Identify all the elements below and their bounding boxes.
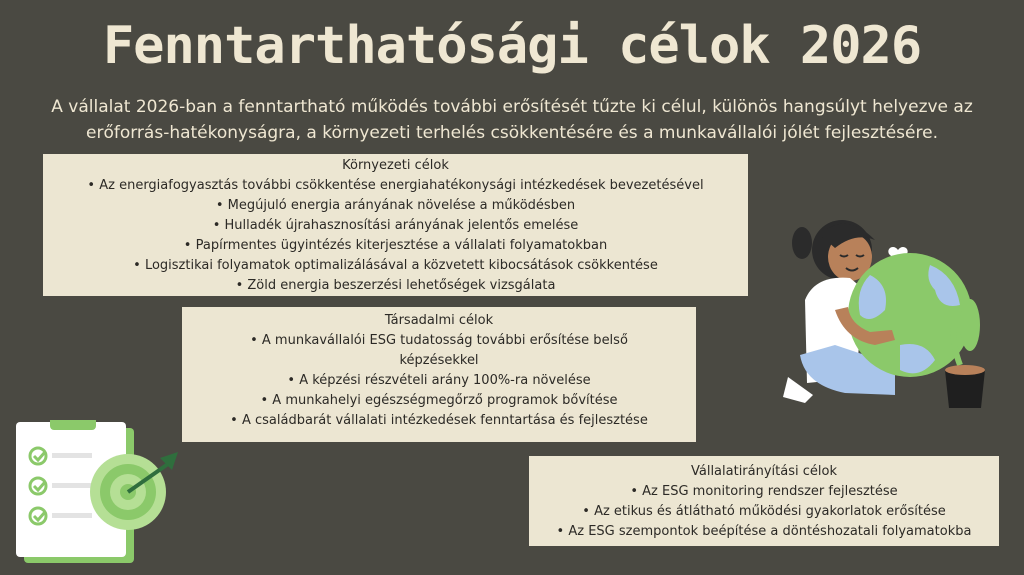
list-item: • A képzési részvételi arány 100%-ra növelése — [222, 371, 656, 391]
environmental-goals-list — [43, 176, 748, 296]
list-item: • Az energiafogyasztás további csökkentése energiahatékonysági intézkedések bevezetésével — [43, 176, 748, 196]
governance-goals-box — [529, 456, 999, 546]
environmental-goals-heading: Környezeti célok — [342, 158, 449, 173]
checklist-target-icon — [10, 420, 190, 570]
list-item: • Az ESG szempontok beépítése a döntéshozatali folyamatokba — [529, 522, 999, 542]
list-item: • A családbarát vállalati intézkedések fenntartása és fejlesztése — [222, 411, 656, 431]
governance-goals-list — [529, 482, 999, 542]
social-goals-box — [182, 307, 696, 442]
social-goals-heading: Társadalmi célok — [384, 313, 494, 328]
list-item: • Papírmentes ügyintézés kiterjesztése a vállalati folyamatokban — [43, 236, 748, 256]
environmental-goals-box — [43, 154, 748, 296]
page-subtitle: A vállalat 2026-ban a fenntartható működés további erősítését tűzte ki célul, különös hangsúlyt helyezve az erőforrás-hatékonyságra, a környezeti terhelés csökkentésére és a munkavállalói jólét fejlesztésére. — [51, 97, 973, 143]
page-title: Fenntarthatósági célok 2026 — [102, 16, 922, 76]
list-item: • Megújuló energia arányának növelése a működésben — [43, 196, 748, 216]
list-item: • A munkavállalói ESG tudatosság további erősítése belső képzésekkel — [222, 331, 656, 371]
list-item: • A munkahelyi egészségmegőrző programok bővítése — [222, 391, 656, 411]
girl-hugging-earth-icon — [780, 205, 1000, 420]
list-item: • Az etikus és átlátható működési gyakorlatok erősítése — [529, 502, 999, 522]
list-item: • Logisztikai folyamatok optimalizálásával a közvetett kibocsátások csökkentése — [43, 256, 748, 276]
governance-goals-heading: Vállalatirányítási célok — [690, 464, 837, 479]
list-item: • Hulladék újrahasznosítási arányának jelentős emelése — [43, 216, 748, 236]
list-item: • Zöld energia beszerzési lehetőségek vizsgálata — [43, 276, 748, 296]
list-item: • Az ESG monitoring rendszer fejlesztése — [529, 482, 999, 502]
social-goals-list — [222, 331, 656, 431]
